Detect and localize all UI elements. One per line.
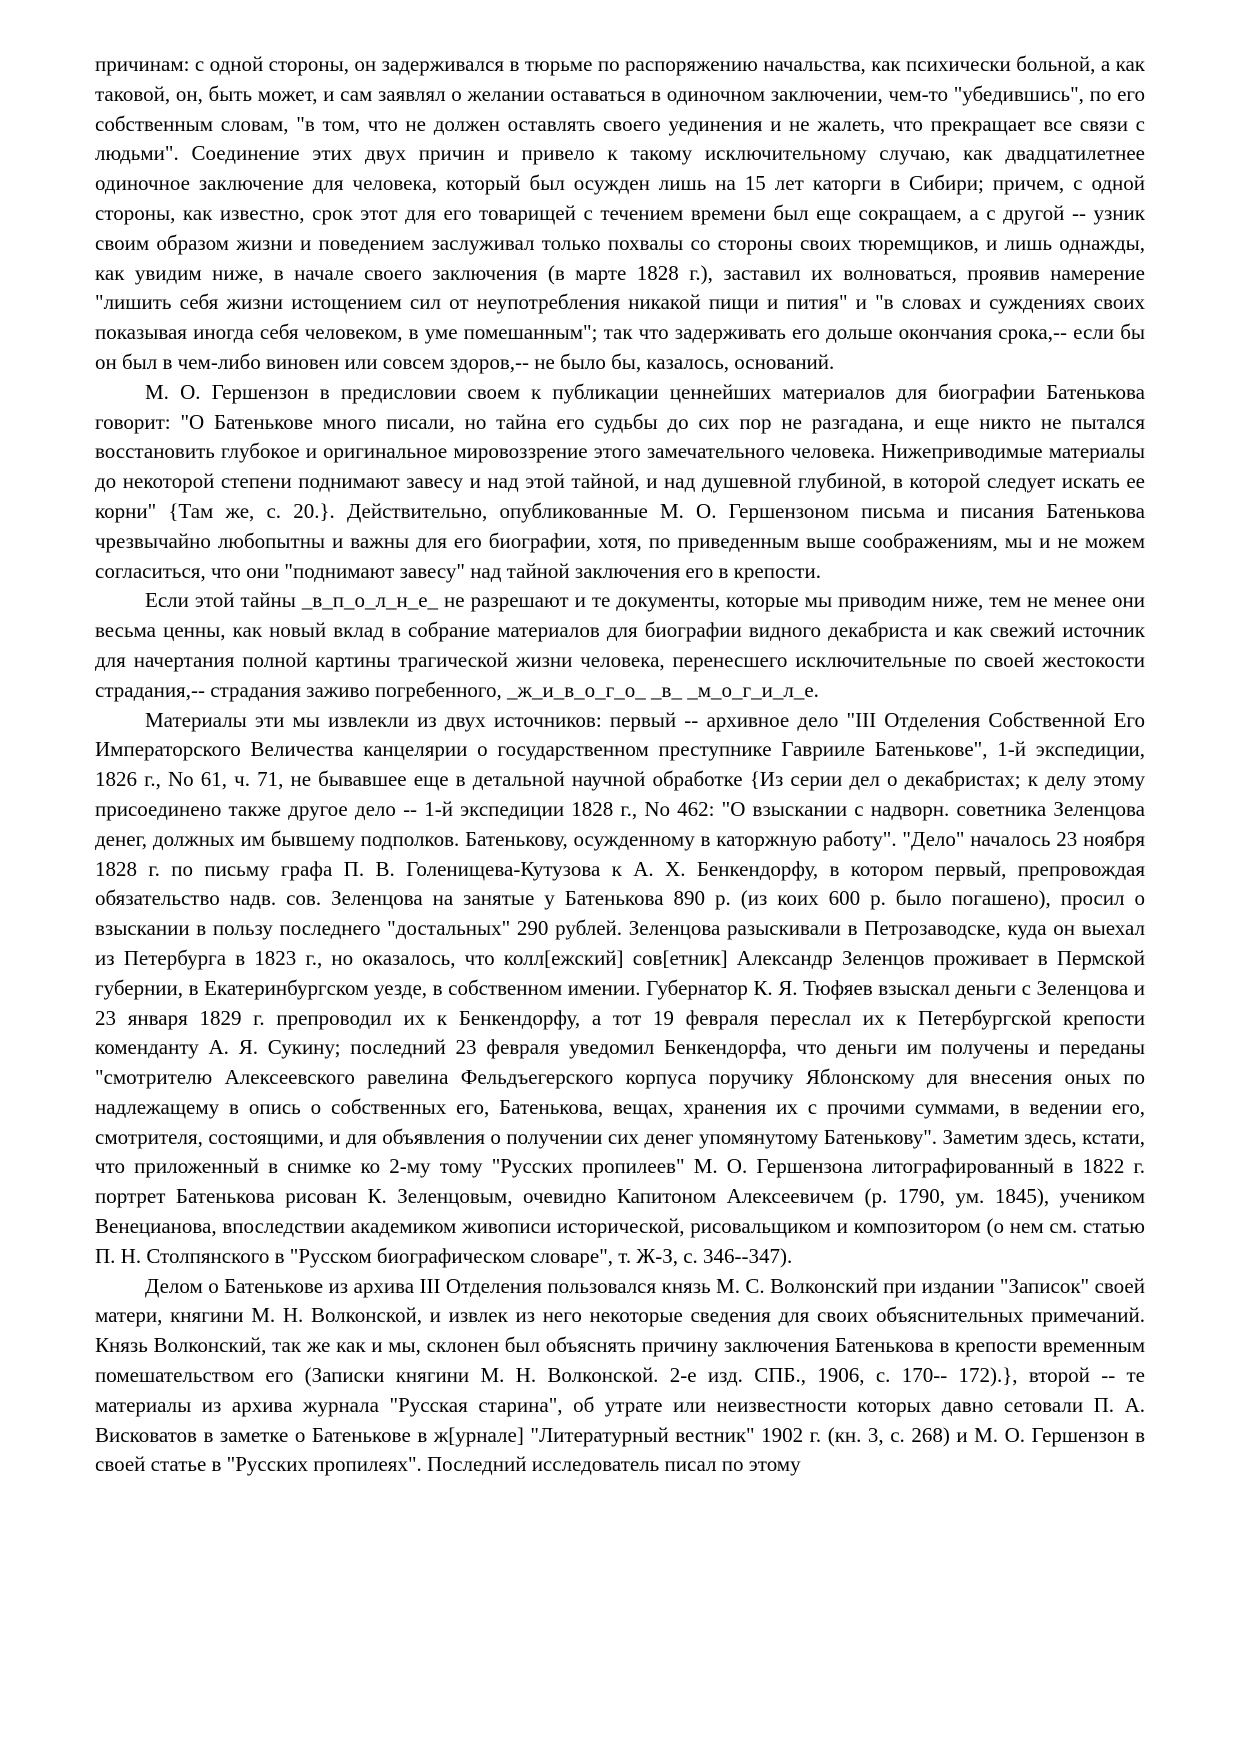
paragraph-3: Если этой тайны _в_п_о_л_н_е_ не разрешают и те документы, которые мы приводим ниже, тем не менее они весьма ценны, как новый вклад в собрание материалов для биографии видного декабриста и как свежий источник для начертания полной картины трагической жизни человека, перенесшего исключительные по своей жестокости страдания,-- страдания заживо погребенного, _ж_и_в_о_г_о_ _в_ _м_о_г_и_л_е. — [95, 588, 1145, 702]
document-page — [95, 50, 1145, 1730]
paragraph-2: М. О. Гершензон в предисловии своем к публикации ценнейших материалов для биографии Батенькова говорит: "О Батенькове много писали, но тайна его судьбы до сих пор не разгадана, и еще никто не пытался восстановить глубокое и оригинальное мировоззрение этого замечательного человека. Нижеприводимые материалы до некоторой степени поднимают завесу и над этой тайной, и над душевной глубиной, в которой следует искать ее корни" {Там же, с. 20.}. Действительно, опубликованные М. О. Гершензоном письма и писания Батенькова чрезвычайно любопытны и важны для его биографии, хотя, по приведенным выше соображениям, мы и не можем согласиться, что они "поднимают завесу" над тайной заключения его в крепости. — [95, 379, 1145, 583]
paragraph-5: Делом о Батенькове из архива III Отделения пользовался князь М. С. Волконский при издании "Записок" своей матери, княгини М. Н. Волконской, и извлек из него некоторые сведения для своих объяснительных примечаний. Князь Волконский, так же как и мы, склонен был объяснять причину заключения Батенькова в крепости временным помешательством его (Записки княгини М. Н. Волконской. 2-е изд. СПБ., 1906, с. 170-- 172).}, второй -- те материалы из архива журнала "Русская старина", об утрате или неизвестности которых давно сетовали П. А. Висковатов в заметке о Батенькове в ж[урнале] "Литературный вестник" 1902 г. (кн. 3, с. 268) и М. О. Гершензон в своей статье в "Русских пропилеях". Последний исследователь писал по этому — [95, 1273, 1145, 1477]
paragraph-4: Материалы эти мы извлекли из двух источников: первый -- архивное дело "III Отделения Собственной Его Императорского Величества канцелярии о государственном преступнике Гаврииле Батенькове", 1-й экспедиции, 1826 г., No 61, ч. 71, не бывавшее еще в детальной научной обработке {Из серии дел о декабристах; к делу этому присоединено также другое дело -- 1-й экспедиции 1828 г., No 462: "О взыскании с надворн. советника Зеленцова денег, должных им бывшему подполков. Батенькову, осужденному в каторжную работу". "Дело" началось 23 ноября 1828 г. по письму графа П. В. Голенищева-Кутузова к А. Х. Бенкендорфу, в котором первый, препровождая обязательство надв. сов. Зеленцова на занятые у Батенькова 890 р. (из коих 600 р. было погашено), просил о взыскании в пользу последнего "достальных" 290 рублей. Зеленцова разыскивали в Петрозаводске, куда он выехал из Петербурга в 1823 г., но оказалось, что колл[ежский] сов[етник] Александр Зеленцов проживает в Пермской губернии, в Екатеринбургском уезде, в собственном имении. Губернатор К. Я. Тюфяев взыскал деньги с Зеленцова и 23 января 1829 г. препроводил их к Бенкендорфу, а тот 19 февраля переслал их к Петербургской крепости коменданту А. Я. Сукину; последний 23 февраля уведомил Бенкендорфа, что деньги им получены и переданы "смотрителю Алексеевского равелина Фельдъегерского корпуса поручику Яблонскому для внесения оных по надлежащему в опись о собственных его, Батенькова, вещах, хранения их с прочими суммами, в ведении его, смотрителя, состоящими, и для объявления о получении сих денег упомянутому Батенькову". Заметим здесь, кстати, что приложенный в снимке ко 2-му тому "Русских пропилеев" М. О. Гершензона литографированный в 1822 г. портрет Батенькова рисован К. Зеленцовым, очевидно Капитоном Алексеевичем (р. 1790, ум. 1845), учеником Венецианова, впоследствии академиком живописи исторической, рисовальщиком и композитором (о нем см. статью П. Н. Столпянского в "Русском биографическом словаре", т. Ж-З, с. 346--347). — [95, 707, 1145, 1268]
paragraph-1: причинам: с одной стороны, он задерживался в тюрьме по распоряжению начальства, как психически больной, а как таковой, он, быть может, и сам заявлял о желании оставаться в одиночном заключении, чем-то "убедившись", по его собственным словам, "в том, что не должен оставлять своего уединения и не жалеть, что прекращает все связи с людьми". Соединение этих двух причин и привело к такому исключительному случаю, как двадцатилетнее одиночное заключение для человека, который был осужден лишь на 15 лет каторги в Сибири; причем, с одной стороны, как известно, срок этот для его товарищей с течением времени был еще сокращаем, а с другой -- узник своим образом жизни и поведением заслуживал только похвалы со стороны своих тюремщиков, и лишь однажды, как увидим ниже, в начале своего заключения (в марте 1828 г.), заставил их волноваться, проявив намерение "лишить себя жизни истощением сил от неупотребления никакой пищи и пития" и "в словах и суждениях своих показывая иногда себя человеком, в уме помешанным"; так что задерживать его дольше окончания срока,-- если бы он был в чем-либо виновен или совсем здоров,-- не было бы, казалось, оснований. — [95, 52, 1145, 374]
